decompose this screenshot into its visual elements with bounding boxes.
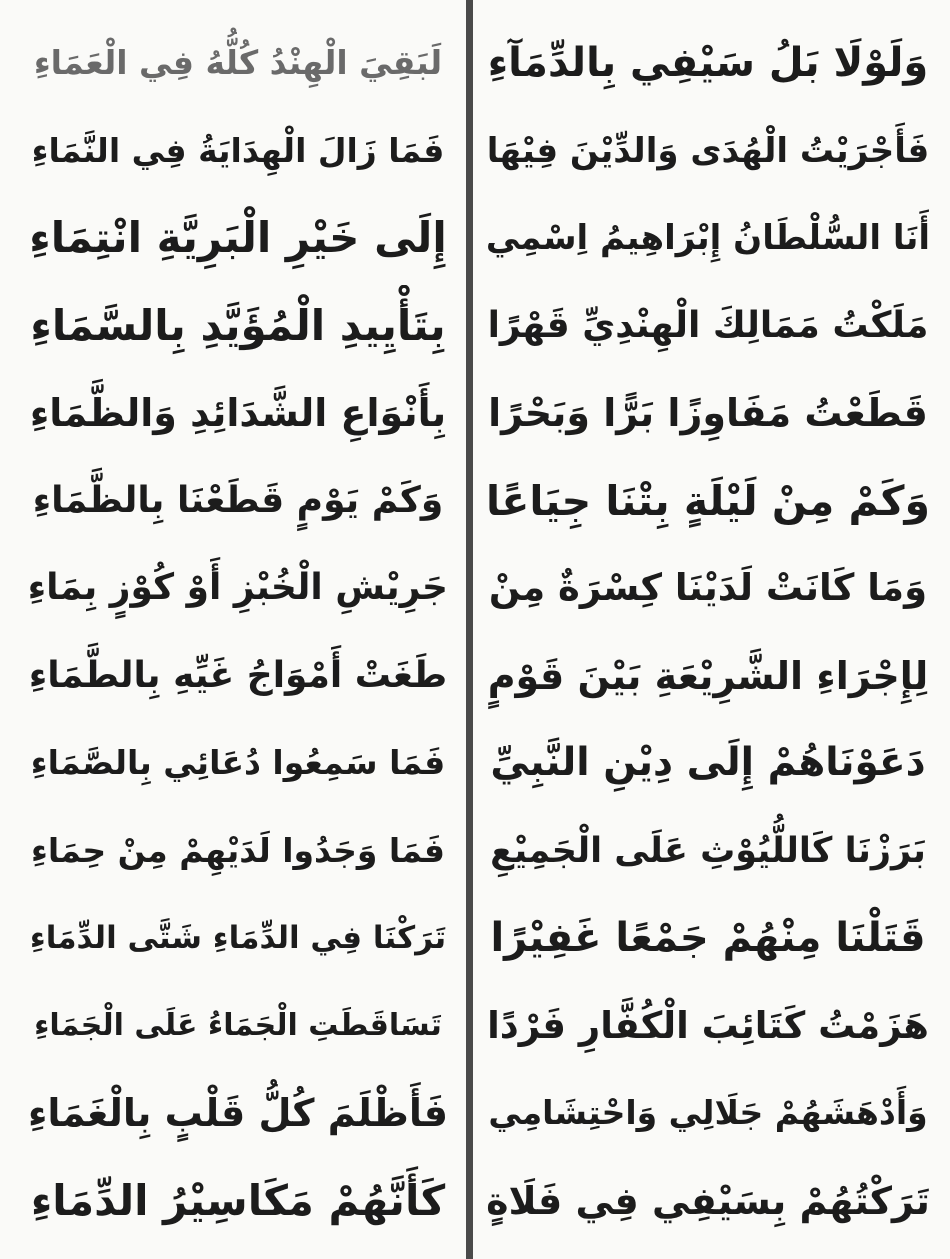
verse-left-4: بِتَأْيِيدِ الْمُؤَيَّدِ بِالسَّمَاءِ	[30, 300, 446, 350]
verse-left-3: إِلَى خَيْرِ الْبَرِيَّةِ انْتِمَاءِ	[29, 213, 447, 263]
verse-left-11: تَرَكْنَا فِي الدِّمَاءِ شَتَّى الدِّمَاءِ	[29, 920, 447, 957]
right-column	[486, 22, 930, 1242]
verse-left-2: فَمَا زَالَ الْهِدَايَةُ فِي النَّمَاءِ	[31, 130, 445, 170]
verse-right-14: تَرَكْتُهُمْ بِسَيْفِي فِي فَلَاةٍ	[486, 1178, 930, 1223]
verse-right-4: مَلَكْتُ مَمَالِكَ الْهِنْدِيِّ قَهْرًا	[487, 304, 929, 346]
left-column	[28, 22, 448, 1242]
verse-right-5: قَطَعْتُ مَفَاوِزًا بَرًّا وَبَحْرًا	[488, 391, 928, 436]
verse-right-3: أَنَا السُّلْطَانُ إِبْرَاهِيمُ اِسْمِي	[486, 218, 930, 259]
verse-left-6: وَكَمْ يَوْمٍ قَطَعْنَا بِالظَّمَاءِ	[32, 479, 444, 521]
verse-left-8: طَغَتْ أَمْوَاجُ غَيِّهِ بِالطَّمَاءِ	[28, 654, 448, 696]
verse-right-13: وَأَدْهَشَهُمْ جَلَالِي وَاحْتِشَامِي	[488, 1093, 928, 1133]
verse-left-13: فَأَظْلَمَ كُلُّ قَلْبٍ بِالْغَمَاءِ	[28, 1091, 448, 1136]
verse-left-5: بِأَنْوَاعِ الشَّدَائِدِ وَالظَّمَاءِ	[29, 391, 447, 436]
column-divider	[466, 0, 473, 1259]
verse-right-10: بَرَزْنَا كَاللُّيُوْثِ عَلَى الْجَمِيْعِ	[490, 830, 926, 871]
verse-right-1: وَلَوْلَا بَلُ سَيْفِي بِالدِّمَآءِ	[487, 40, 929, 86]
verse-left-1: لَبَقِيَ الْهِنْدُ كُلُّهُ فِي الْعَمَاءِ	[33, 43, 443, 82]
verse-right-7: وَمَا كَانَتْ لَدَيْنَا كِسْرَةٌ مِنْ	[488, 566, 928, 610]
verse-left-9: فَمَا سَمِعُوا دُعَائِي بِالصَّمَاءِ	[30, 743, 446, 783]
verse-left-12: تَسَاقَطَتِ الْجَمَاءُ عَلَى الْجَمَاءِ	[34, 1007, 442, 1043]
verse-left-10: فَمَا وَجَدُوا لَدَيْهِمْ مِنْ حِمَاءِ	[30, 830, 446, 870]
verse-right-12: هَزَمْتُ كَتَائِبَ الْكُفَّارِ فَرْدًا	[487, 1003, 929, 1047]
verse-right-9: دَعَوْنَاهُمْ إِلَى دِيْنِ النَّبِيِّ	[490, 740, 926, 786]
verse-left-7: جَرِيْشِ الْخُبْزِ أَوْ كُوْزٍ بِمَاءِ	[28, 567, 448, 609]
verse-right-6: وَكَمْ مِنْ لَيْلَةٍ بِتْنَا جِيَاعًا	[486, 476, 930, 525]
verse-right-11: قَتَلْنَا مِنْهُمْ جَمْعًا غَفِيْرًا	[490, 915, 926, 962]
verse-left-14: كَأَنَّهُمْ مَكَاسِيْرُ الدِّمَاءِ	[30, 1175, 446, 1225]
verse-right-2: فَأَجْرَيْتُ الْهُدَى وَالدِّيْنَ فِيْهَا	[486, 130, 930, 171]
verse-right-8: لِإِجْرَاءِ الشَّرِيْعَةِ بَيْنَ قَوْمٍ	[487, 653, 929, 698]
